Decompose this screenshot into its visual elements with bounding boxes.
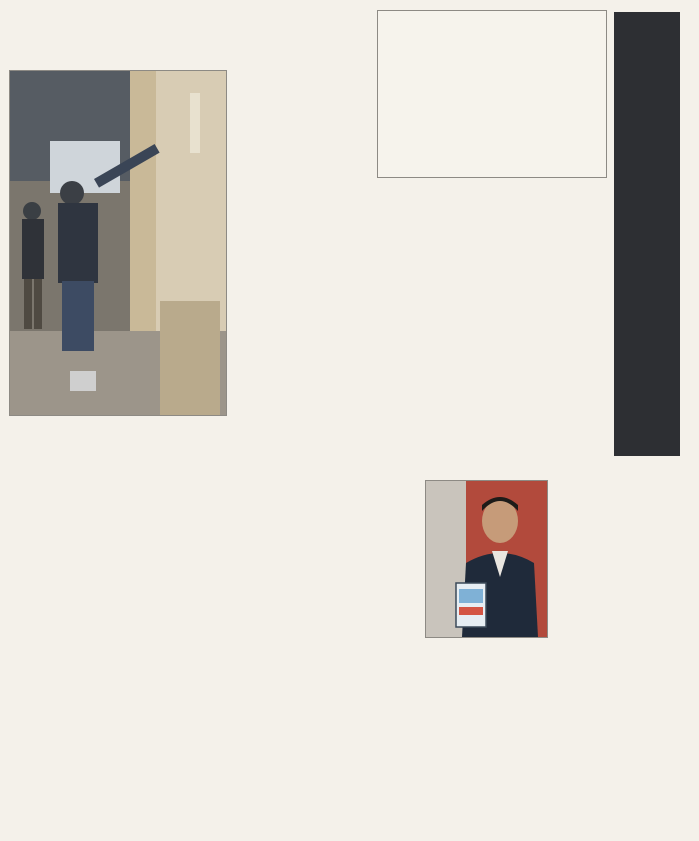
main-title <box>614 32 680 442</box>
painting-scene-illustration <box>10 71 226 415</box>
main-title-band <box>614 12 680 456</box>
lead-box <box>377 10 607 178</box>
body-column-mid <box>233 238 609 412</box>
photo-painting-worker <box>9 70 227 416</box>
body-column-top-left <box>233 14 367 192</box>
body-column-bottom-left <box>9 480 419 826</box>
president-portrait-illustration <box>426 481 547 637</box>
photo-company-president <box>425 480 548 638</box>
photo2-caption <box>554 480 682 638</box>
body-column-bottom-right <box>425 646 683 828</box>
